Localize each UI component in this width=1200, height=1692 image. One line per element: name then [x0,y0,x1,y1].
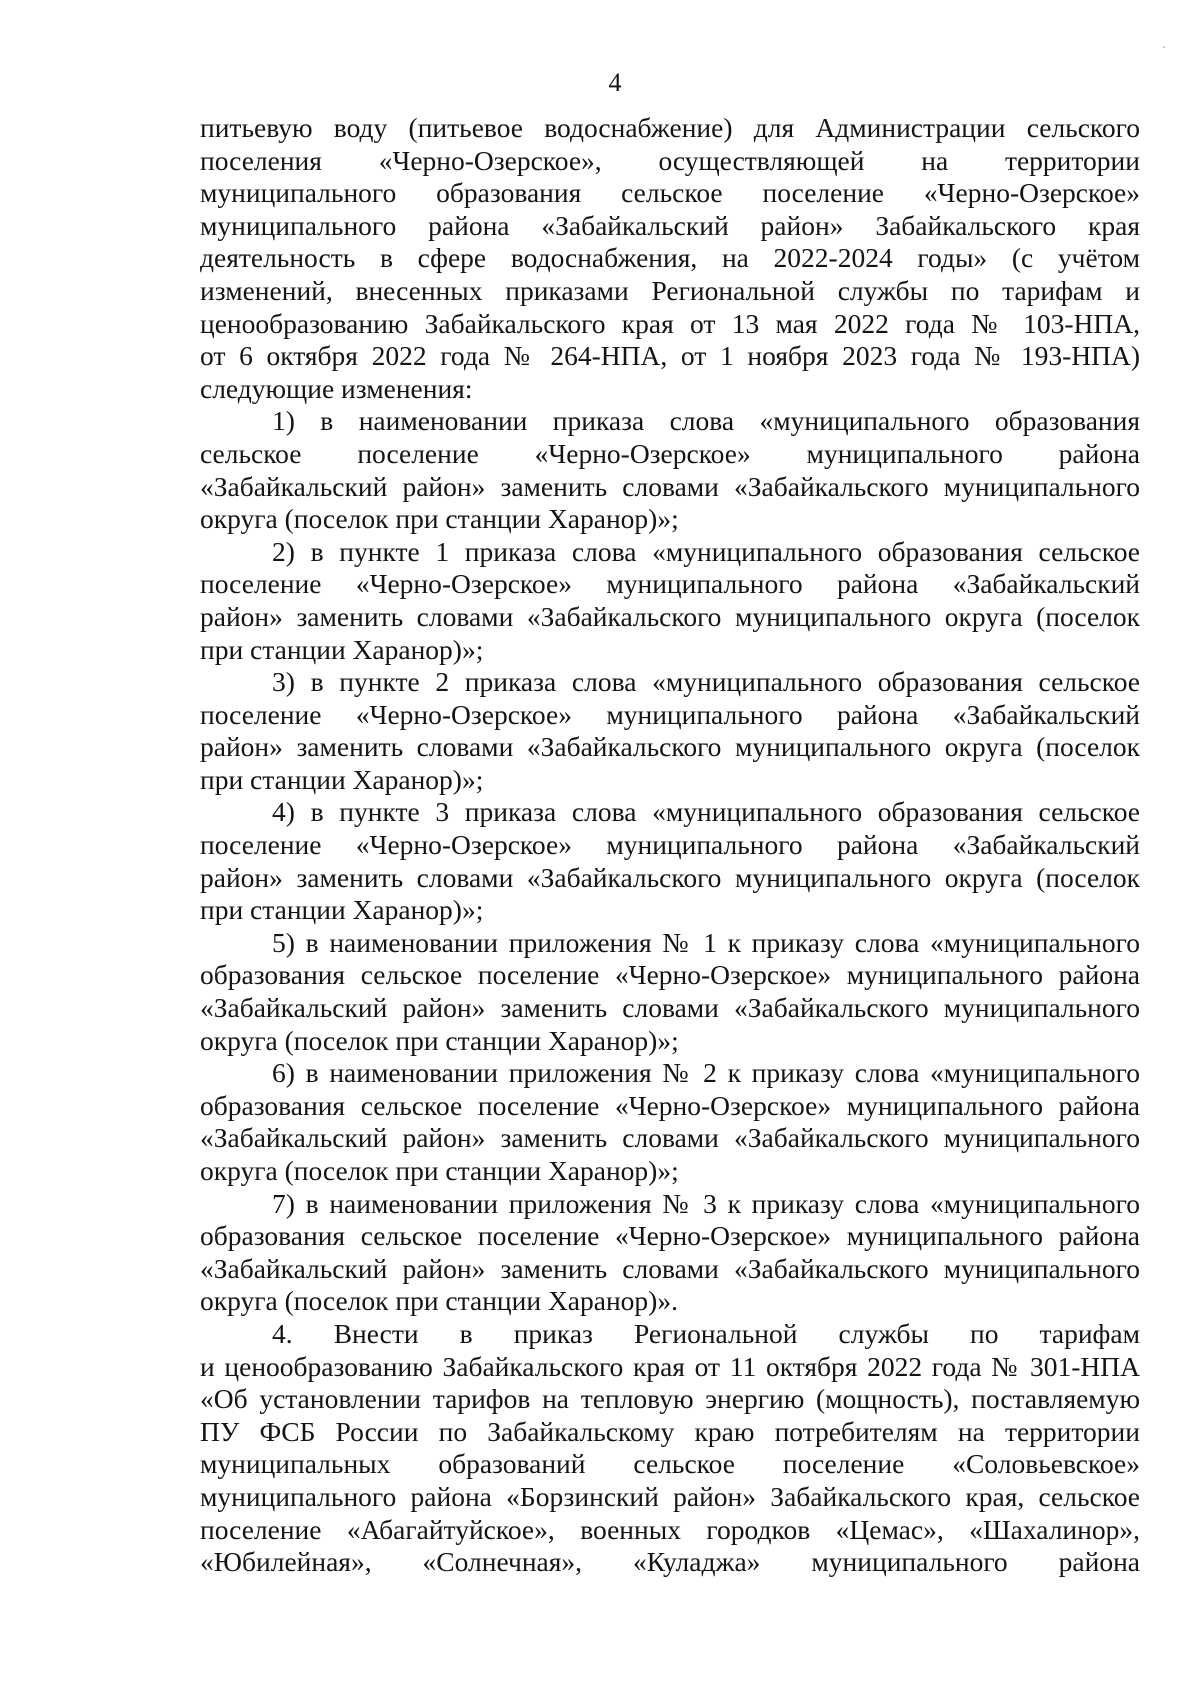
text-line: 2) в пункте 1 приказа слова «муниципального образования сельское [272,535,1140,567]
text-line: ценообразованию Забайкальского края от 13 мая 2022 года № 103-НПА, [200,307,1140,339]
text-line: при станции Харанор)»; [200,894,484,926]
text-line: округа (поселок при станции Харанор)»; [200,1024,679,1056]
text-line: изменений, внесенных приказами Региональной службы по тарифам и [200,274,1140,306]
text-line: 1) в наименовании приказа слова «муниципального образования [272,405,1140,437]
text-line: 3) в пункте 2 приказа слова «муниципального образования сельское [272,666,1140,698]
text-line: район» заменить словами «Забайкальского муниципального округа (поселок [200,731,1140,763]
text-line: образования сельское поселение «Черно-Озерское» муниципального района [200,1220,1140,1252]
text-line: округа (поселок при станции Харанор)». [200,1285,678,1317]
text-line: питьевую воду (питьевое водоснабжение) для Администрации сельского [200,112,1140,143]
page-number: 4 [608,68,622,97]
text-line: 4. Внести в приказ Региональной службы по тарифам [272,1317,1140,1349]
text-line: «Забайкальский район» заменить словами «Забайкальского муниципального [200,1252,1140,1284]
text-line: 6) в наименовании приложения № 2 к приказу слова «муниципального [272,1057,1140,1089]
text-line: 7) в наименовании приложения № 3 к приказу слова «муниципального [272,1187,1140,1219]
text-line: образования сельское поселение «Черно-Озерское» муниципального района [200,1089,1140,1121]
text-line: район» заменить словами «Забайкальского муниципального округа (поселок [200,600,1140,632]
text-line: при станции Харанор)»; [200,763,484,795]
text-line: при станции Харанор)»; [200,633,484,665]
document-body [200,112,1140,1579]
text-line: деятельность в сфере водоснабжения, на 2022-2024 годы» (с учётом [200,242,1140,274]
text-line: 5) в наименовании приложения № 1 к приказу слова «муниципального [272,926,1140,958]
text-line: от 6 октября 2022 года № 264-НПА, от 1 ноября 2023 года № 193-НПА) [200,340,1140,372]
text-line: «Забайкальский район» заменить словами «Забайкальского муниципального [200,1122,1140,1154]
text-line: район» заменить словами «Забайкальского муниципального округа (поселок [200,861,1140,893]
text-line: округа (поселок при станции Харанор)»; [200,1155,679,1186]
text-line: поселения «Черно-Озерское», осуществляющей на территории [200,144,1140,176]
text-line: муниципального района «Борзинский район» Забайкальского края, сельское [200,1480,1140,1512]
scan-speck [1163,46,1165,48]
text-line: «Юбилейная», «Солнечная», «Куладжа» муниципального района [200,1546,1140,1578]
text-line: поселение «Черно-Озерское» муниципального района «Забайкальский [200,829,1140,861]
text-line: «Забайкальский район» заменить словами «Забайкальского муниципального [200,470,1140,502]
text-line: муниципального района «Забайкальский район» Забайкальского края [200,209,1140,241]
text-line: образования сельское поселение «Черно-Озерское» муниципального района [200,959,1140,991]
text-line: «Об установлении тарифов на тепловую энергию (мощность), поставляемую [200,1383,1140,1415]
text-line: поселение «Черно-Озерское» муниципального района «Забайкальский [200,698,1140,730]
text-line: «Забайкальский район» заменить словами «Забайкальского муниципального [200,992,1140,1024]
text-line: ПУ ФСБ России по Забайкальскому краю потребителям на территории [200,1415,1140,1447]
text-line: и ценообразованию Забайкальского края от 11 октября 2022 года № 301-НПА [200,1350,1140,1382]
text-line: муниципальных образований сельское поселение «Соловьевское» [200,1448,1140,1480]
text-line: округа (поселок при станции Харанор)»; [200,503,679,535]
text-line: следующие изменения: [200,372,473,404]
text-line: поселение «Черно-Озерское» муниципального района «Забайкальский [200,568,1140,600]
text-line: поселение «Абагайтуйское», военных городков «Цемас», «Шахалинор», [200,1513,1140,1545]
text-line: муниципального образования сельское поселение «Черно-Озерское» [200,177,1140,209]
text-line: сельское поселение «Черно-Озерское» муниципального района [200,437,1140,469]
text-line: 4) в пункте 3 приказа слова «муниципального образования сельское [272,796,1140,828]
